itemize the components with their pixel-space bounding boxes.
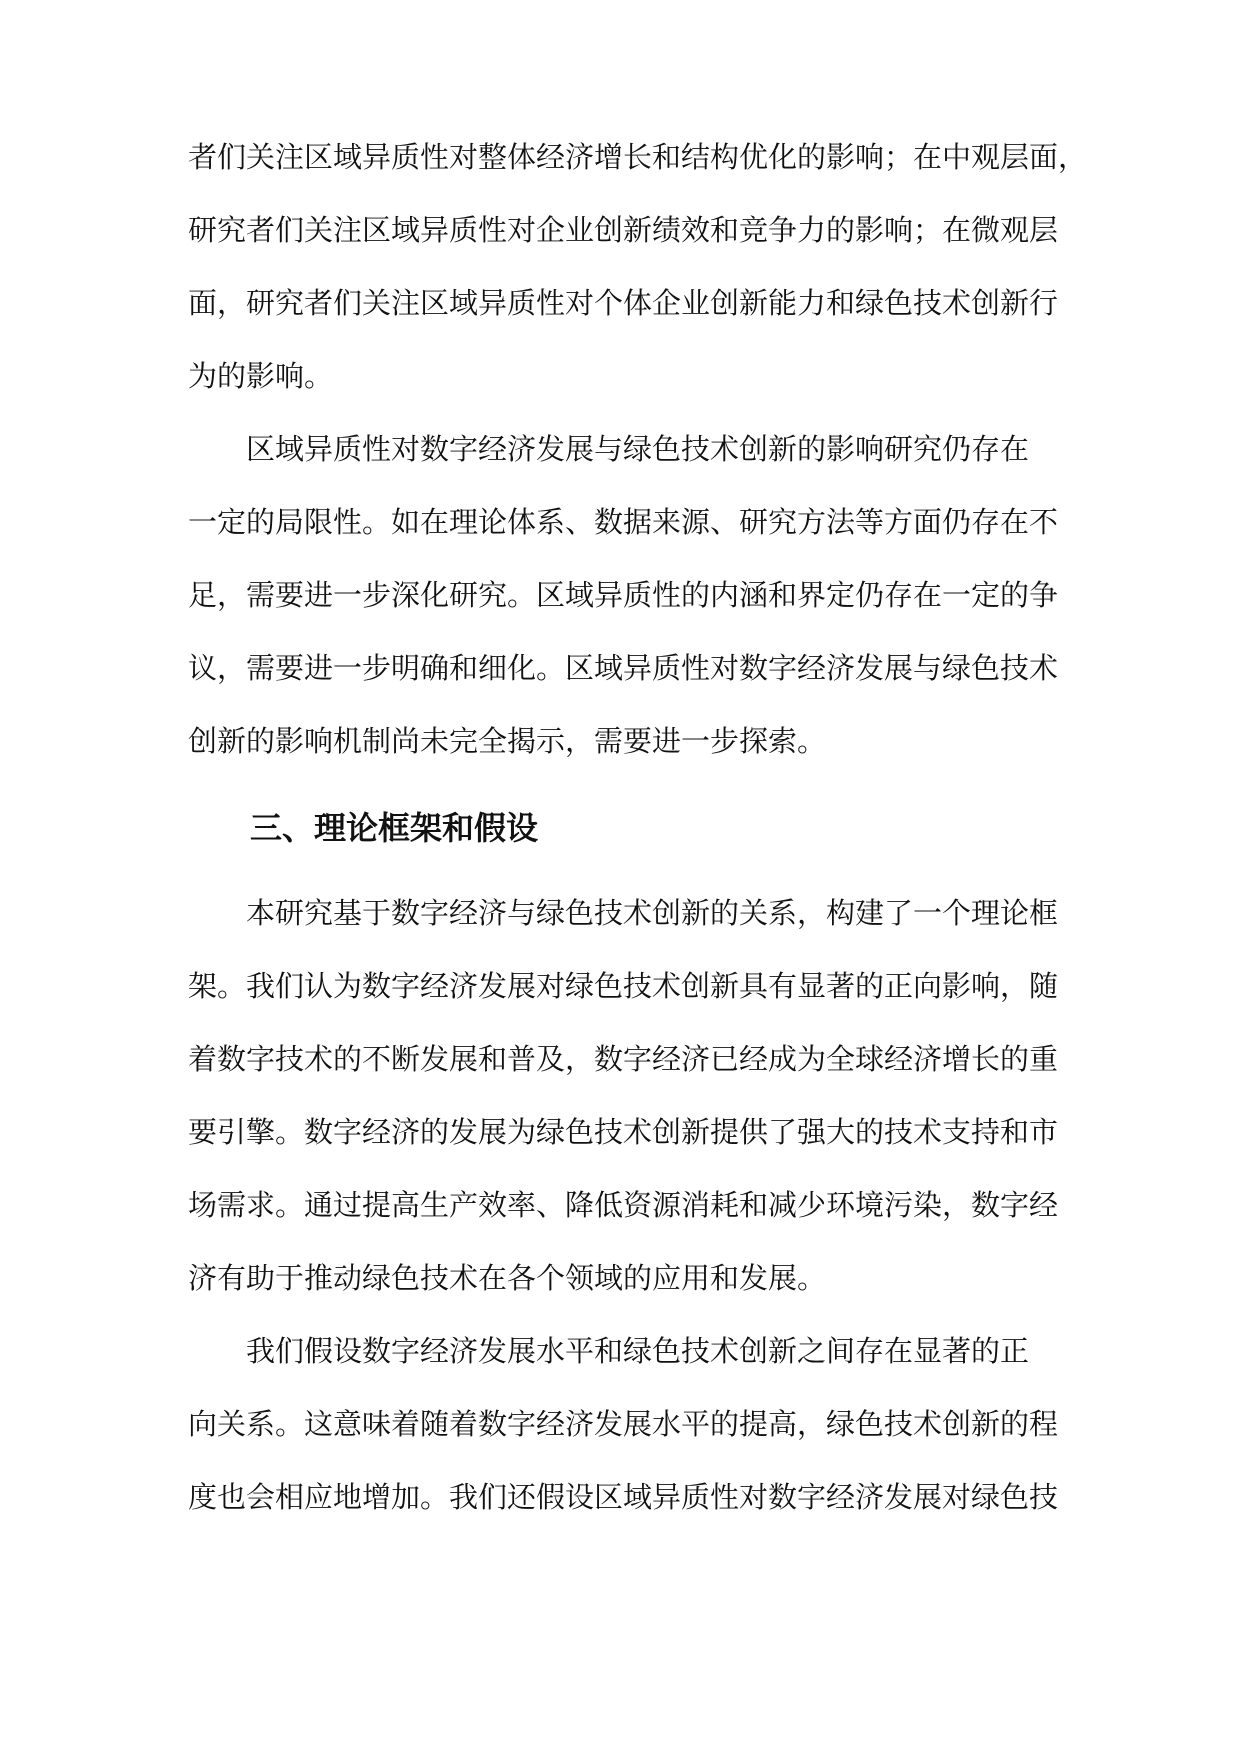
paragraph-first-line: 区域异质性对数字经济发展与绿色技术创新的影响研究仍存在 xyxy=(246,432,1030,466)
paragraph-first-line: 我们假设数字经济发展水平和绿色技术创新之间存在显著的正 xyxy=(246,1334,1030,1368)
body-line: 为的影响。 xyxy=(188,359,334,393)
body-line: 场需求。通过提高生产效率、降低资源消耗和减少环境污染，数字经 xyxy=(188,1188,1059,1222)
body-line: 向关系。这意味着随着数字经济发展水平的提高，绿色技术创新的程 xyxy=(188,1407,1059,1441)
body-line: 议，需要进一步明确和细化。区域异质性对数字经济发展与绿色技术 xyxy=(188,651,1059,685)
section-heading: 三、理论框架和假设 xyxy=(250,809,539,847)
paragraph-first-line: 本研究基于数字经济与绿色技术创新的关系，构建了一个理论框 xyxy=(246,896,1059,930)
body-line: 面，研究者们关注区域异质性对个体企业创新能力和绿色技术创新行 xyxy=(188,286,1059,320)
body-line: 要引擎。数字经济的发展为绿色技术创新提供了强大的技术支持和市 xyxy=(188,1115,1059,1149)
body-line: 度也会相应地增加。我们还假设区域异质性对数字经济发展对绿色技 xyxy=(188,1480,1059,1514)
body-line: 着数字技术的不断发展和普及，数字经济已经成为全球经济增长的重 xyxy=(188,1042,1059,1076)
body-line: 济有助于推动绿色技术在各个领域的应用和发展。 xyxy=(188,1261,827,1295)
body-line: 者们关注区域异质性对整体经济增长和结构优化的影响；在中观层面， xyxy=(188,140,1088,174)
body-line: 创新的影响机制尚未完全揭示，需要进一步探索。 xyxy=(188,724,827,758)
body-line: 研究者们关注区域异质性对企业创新绩效和竞争力的影响；在微观层 xyxy=(188,213,1059,247)
body-line: 架。我们认为数字经济发展对绿色技术创新具有显著的正向影响，随 xyxy=(188,969,1059,1003)
body-line: 一定的局限性。如在理论体系、数据来源、研究方法等方面仍存在不 xyxy=(188,505,1059,539)
body-line: 足，需要进一步深化研究。区域异质性的内涵和界定仍存在一定的争 xyxy=(188,578,1059,612)
